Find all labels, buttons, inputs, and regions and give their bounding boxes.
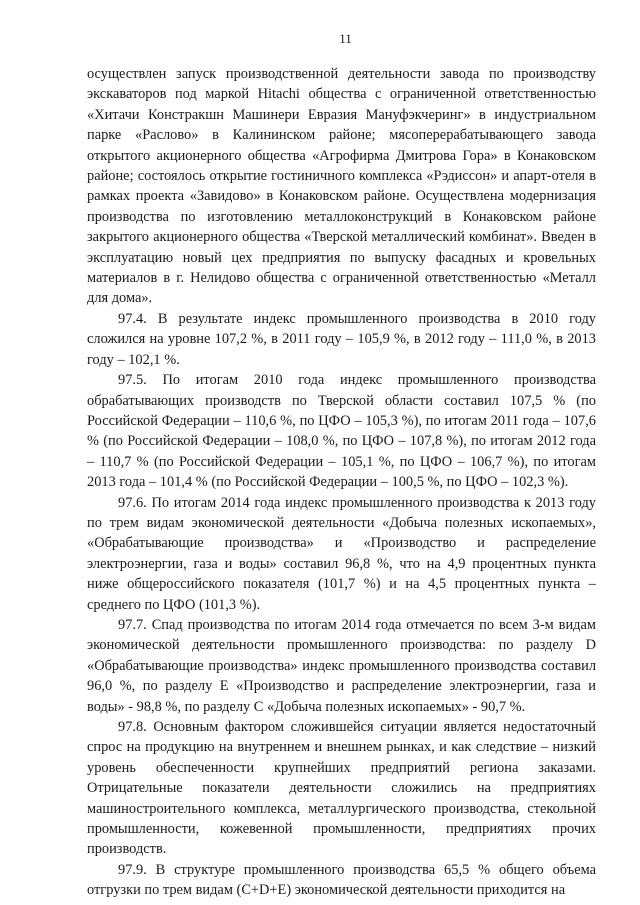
paragraph-continuation: осуществлен запуск производственной деятельности завода по производству экскаваторов под маркой Hitachi общества с ограниченной ответственностью «Хитачи Констракшн Машинери Евразия Мануфэкчеринг» в индустриальном парке «Раслово» в Калининском районе; мясоперерабатывающего завода открытого акционерного общества «Агрофирма Дмитрова Гора» в Конаковском районе; состоялось открытие гостиничного комплекса «Рэдиссон» и апарт-отеля в рамках проекта «Завидово» в Конаковском районе. Осуществлена модернизация производства по изготовлению металлоконструкций в Конаковском районе закрытого акционерного общества «Тверской металлический комбинат». Введен в эксплуатацию новый цех предприятия по выпуску фасадных и кровельных материалов в г. Нелидово общества с ограниченной ответственностью «Металл для дома». — [87, 66, 596, 307]
paragraph-97-5: 97.5. По итогам 2010 года индекс промышленного производства обрабатывающих производств по Тверской области составил 107,5 % (по Российской Федерации – 110,6 %, по ЦФО – 105,3 %), по итогам 2011 года – 107,6 % (по Российской Федерации – 108,0 %, по ЦФО – 107,8 %), по итогам 2012 года – 110,7 % (по Российской Федерации – 105,1 %, по ЦФО – 106,7 %), по итогам 2013 года – 101,4 % (по Российской Федерации – 100,5 %, по ЦФО – 102,3 %). — [87, 372, 596, 491]
page-number: 11 — [339, 31, 352, 46]
paragraph-97-6: 97.6. По итогам 2014 года индекс промышленного производства к 2013 году по трем видам экономической деятельности «Добыча полезных ископаемых», «Обрабатывающие производства» и «Производство и распределение электроэнергии, газа и воды» составил 96,8 %, что на 4,9 процентных пункта ниже общероссийского показателя (101,7 %) и на 4,5 процентных пункта – среднего по ЦФО (101,3 %). — [87, 494, 596, 613]
paragraph-97-8: 97.8. Основным фактором сложившейся ситуации является недостаточный спрос на продукцию на внутреннем и внешнем рынках, и как следствие – низкий уровень обеспеченности крупнейших предприятий региона заказами. Отрицательные показатели деятельности сложились на предприятиях машиностроительного комплекса, металлургического производства, стекольной промышленности, кожевенной промышленности, предприятиях прочих производств. — [87, 719, 596, 858]
paragraph-97-7: 97.7. Спад производства по итогам 2014 года отмечается по всем 3-м видам экономической деятельности промышленного производства: по разделу D «Обрабатывающие производства» индекс промышленного производства составил 96,0 %, по разделу Е «Производство и распределение электроэнергии, газа и воды» - 98,8 %, по разделу С «Добыча полезных ископаемых» - 90,7 %. — [87, 616, 596, 715]
paragraph-97-4: 97.4. В результате индекс промышленного производства в 2010 году сложился на уровне 107,2 %, в 2011 году – 105,9 %, в 2012 году – 111,0 %, в 2013 году – 102,1 %. — [87, 310, 596, 368]
paragraph-97-9: 97.9. В структуре промышленного производства 65,5 % общего объема отгрузки по трем видам (С+D+E) экономической деятельности приходится на — [87, 861, 596, 899]
